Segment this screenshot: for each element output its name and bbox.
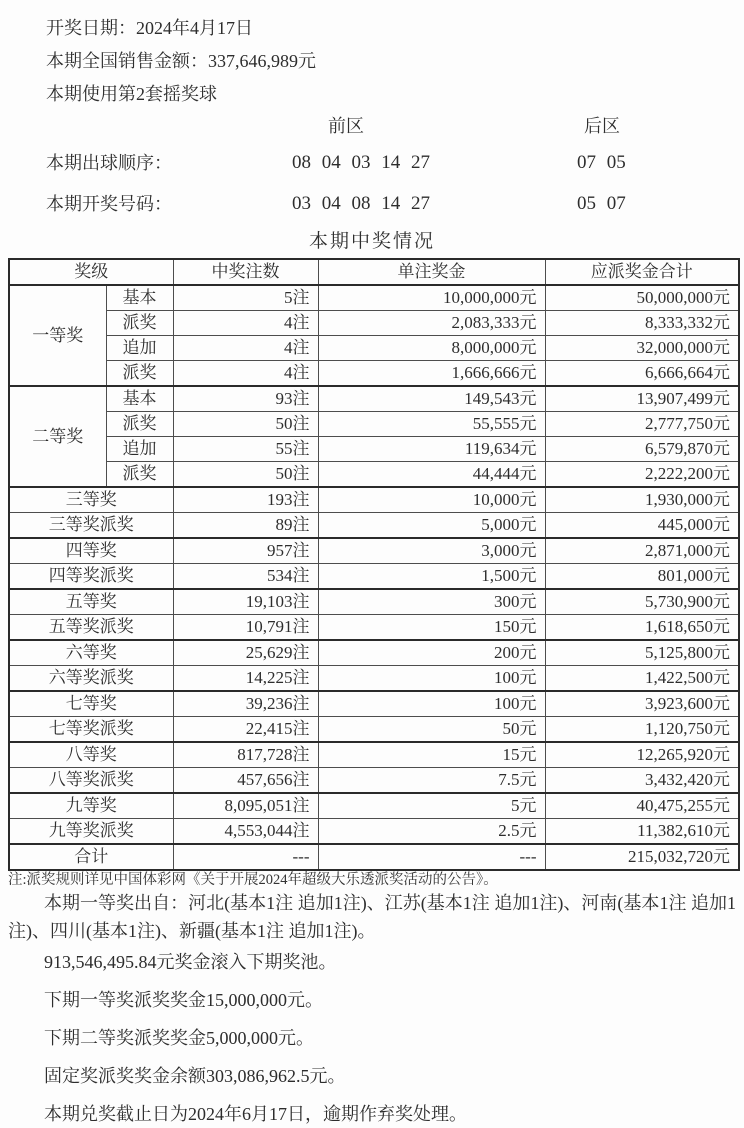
table-row [9,717,739,743]
total-prize: 8,333,332元 [545,311,739,336]
tier-label: 一等奖 [9,285,106,386]
table-row [9,487,739,513]
column-header: 奖级 [9,259,173,285]
prize-table [8,258,740,871]
prize-level-label: 五等奖派奖 [9,615,173,641]
header-block [46,0,744,111]
total-prize: 1,120,750元 [545,717,739,743]
column-header: 单注奖金 [318,259,545,285]
table-row [9,589,739,615]
table-row [9,819,739,845]
total-prize: 12,265,920元 [545,742,739,768]
prize-level-label: 八等奖派奖 [9,768,173,794]
prize-level-label: 六等奖派奖 [9,666,173,692]
column-header: 应派奖金合计 [545,259,739,285]
single-prize: 10,000,000元 [318,285,545,311]
prize-level-label: 三等奖派奖 [9,513,173,539]
total-prize: 3,432,420元 [545,768,739,794]
draw-order-front-numbers: 08 04 03 14 27 [292,152,430,173]
tier-label: 二等奖 [9,386,106,487]
single-prize: 150元 [318,615,545,641]
single-prize: 119,634元 [318,437,545,462]
prize-table-title: 本期中奖情况 [308,231,435,252]
total-prize: 2,222,200元 [545,462,739,488]
prize-level-label: 六等奖 [9,640,173,666]
back-zone-label: 后区 [584,116,620,136]
subtype-label: 追加 [106,336,173,361]
single-prize: 8,000,000元 [318,336,545,361]
total-row [9,844,739,870]
bet-count: --- [173,844,318,870]
total-prize: 11,382,610元 [545,819,739,845]
table-row [9,564,739,590]
bet-count: 5注 [173,285,318,311]
total-prize: 32,000,000元 [545,336,739,361]
zone-spacer [0,111,284,141]
front-zone-label: 前区 [328,116,364,136]
subtype-label: 派奖 [106,361,173,387]
total-prize: 445,000元 [545,513,739,539]
table-row [9,437,739,462]
table-row [9,768,739,794]
bet-count: 4注 [173,311,318,336]
total-prize: 801,000元 [545,564,739,590]
single-prize: 5元 [318,793,545,819]
winning-back-numbers: 05 07 [577,193,626,214]
table-row [9,615,739,641]
bet-count: 4注 [173,361,318,387]
prize-level-label: 八等奖 [9,742,173,768]
winners-text: 本期一等奖出自：河北(基本1注 追加1注)、江苏(基本1注 追加1注)、河南(基本1注 追加1注)、四川(基本1注)、新疆(基本1注 追加1注)。 [8,893,736,941]
total-prize: 2,777,750元 [545,412,739,437]
single-prize: 3,000元 [318,538,545,564]
total-label: 合计 [9,844,173,870]
single-prize: 15元 [318,742,545,768]
table-row [9,666,739,692]
single-prize: 200元 [318,640,545,666]
bet-count: 93注 [173,386,318,412]
prize-level-label: 三等奖 [9,487,173,513]
subtype-label: 派奖 [106,462,173,488]
bet-count: 19,103注 [173,589,318,615]
total-prize: 215,032,720元 [545,844,739,870]
rollover-text: 913,546,495.84元奖金滚入下期奖池。 [44,952,337,972]
fixed-fund-balance-text: 固定奖派奖奖金余额303,086,962.5元。 [44,1066,346,1086]
drawn-numbers-section [0,111,744,223]
single-prize: 100元 [318,666,545,692]
single-prize: 5,000元 [318,513,545,539]
prize-level-label: 五等奖 [9,589,173,615]
single-prize: 10,000元 [318,487,545,513]
bet-count: 957注 [173,538,318,564]
table-row [9,538,739,564]
bet-count: 55注 [173,437,318,462]
bet-count: 4,553,044注 [173,819,318,845]
prize-level-label: 九等奖 [9,793,173,819]
deadline-text: 本期兑奖截止日为2024年6月17日，逾期作弃奖处理。 [44,1104,467,1124]
table-row [9,412,739,437]
column-header: 中奖注数 [173,259,318,285]
sales-amount-text: 本期全国销售金额：337,646,989元 [46,51,316,71]
table-row [9,742,739,768]
single-prize: 1,666,666元 [318,361,545,387]
single-prize: 2.5元 [318,819,545,845]
subtype-label: 派奖 [106,412,173,437]
total-prize: 6,579,870元 [545,437,739,462]
table-row [9,285,739,311]
winning-front-numbers: 03 04 08 14 27 [292,193,430,214]
draw-order-back-numbers: 07 05 [577,152,626,173]
bet-count: 22,415注 [173,717,318,743]
single-prize: 1,500元 [318,564,545,590]
subtype-label: 追加 [106,437,173,462]
total-prize: 5,730,900元 [545,589,739,615]
prize-table-body [9,259,739,870]
table-row [9,691,739,717]
bet-count: 534注 [173,564,318,590]
table-row [9,336,739,361]
prize-level-label: 七等奖 [9,691,173,717]
bet-count: 89注 [173,513,318,539]
prize-level-label: 四等奖派奖 [9,564,173,590]
bet-count: 817,728注 [173,742,318,768]
single-prize: 300元 [318,589,545,615]
bet-count: 39,236注 [173,691,318,717]
draw-order-label: 本期出球顺序： [46,153,172,173]
bet-count: 10,791注 [173,615,318,641]
total-prize: 2,871,000元 [545,538,739,564]
single-prize: 44,444元 [318,462,545,488]
bet-count: 50注 [173,462,318,488]
single-prize: 50元 [318,717,545,743]
total-prize: 50,000,000元 [545,285,739,311]
total-prize: 6,666,664元 [545,361,739,387]
subtype-label: 基本 [106,285,173,311]
bet-count: 8,095,051注 [173,793,318,819]
single-prize: 7.5元 [318,768,545,794]
bet-count: 25,629注 [173,640,318,666]
ball-set-text: 本期使用第2套摇奖球 [46,84,217,104]
table-row [9,513,739,539]
table-row [9,640,739,666]
total-prize: 3,923,600元 [545,691,739,717]
total-prize: 5,125,800元 [545,640,739,666]
single-prize: 2,083,333元 [318,311,545,336]
single-prize: 55,555元 [318,412,545,437]
bet-count: 193注 [173,487,318,513]
bet-count: 457,656注 [173,768,318,794]
single-prize: 149,543元 [318,386,545,412]
subtype-label: 基本 [106,386,173,412]
total-prize: 40,475,255元 [545,793,739,819]
total-prize: 13,907,499元 [545,386,739,412]
prize-level-label: 七等奖派奖 [9,717,173,743]
winning-numbers-label: 本期开奖号码： [46,194,172,214]
prize-level-label: 九等奖派奖 [9,819,173,845]
total-prize: 1,618,650元 [545,615,739,641]
prize-level-label: 四等奖 [9,538,173,564]
single-prize: 100元 [318,691,545,717]
bet-count: 4注 [173,336,318,361]
next-first-prize-text: 下期一等奖派奖奖金15,000,000元。 [44,990,323,1010]
table-row [9,386,739,412]
table-row [9,462,739,488]
bet-count: 14,225注 [173,666,318,692]
table-row [9,361,739,387]
draw-date-text: 开奖日期：2024年4月17日 [46,18,253,38]
subtype-label: 派奖 [106,311,173,336]
single-prize: --- [318,844,545,870]
next-second-prize-text: 下期二等奖派奖奖金5,000,000元。 [44,1028,314,1048]
total-prize: 1,930,000元 [545,487,739,513]
table-row [9,793,739,819]
header-row [9,259,739,285]
rule-note-text: 注:派奖规则详见中国体彩网《关于开展2024年超级大乐透派奖活动的公告》。 [8,872,498,888]
total-prize: 1,422,500元 [545,666,739,692]
table-row [9,311,739,336]
bet-count: 50注 [173,412,318,437]
